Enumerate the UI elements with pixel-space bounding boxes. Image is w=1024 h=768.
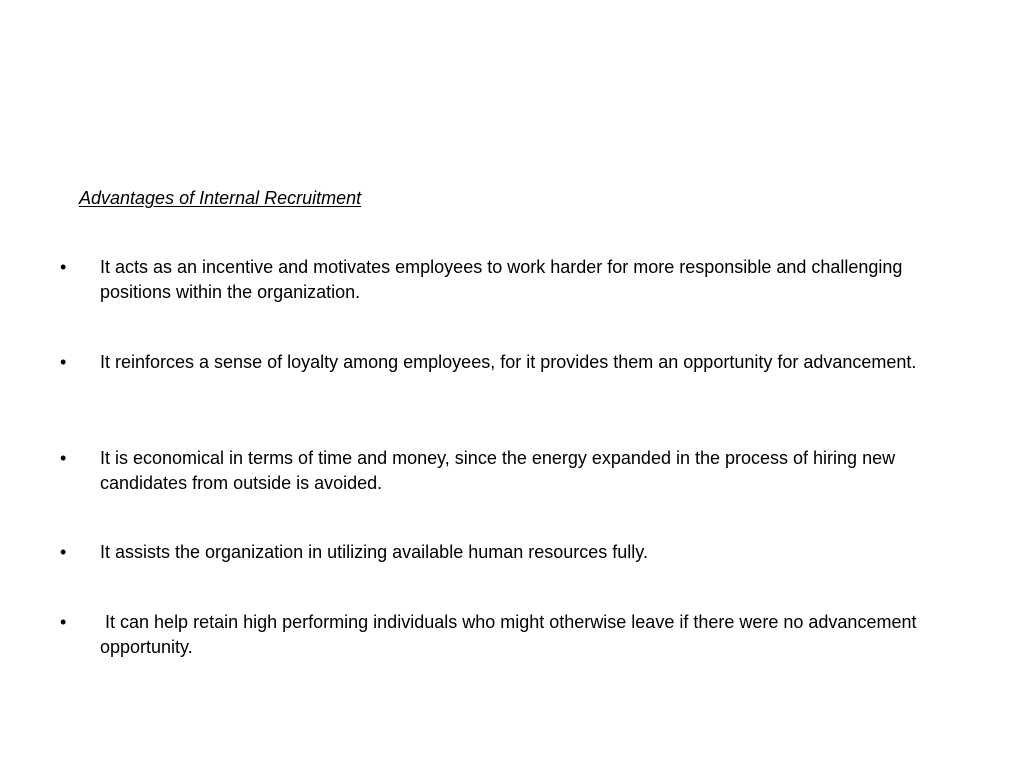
slide-heading: Advantages of Internal Recruitment [79,188,362,208]
bullet-text: It is economical in terms of time and money, since the energy expanded in the process of hiring new candidates from outside is avoided. [100,448,901,493]
bullet-text: It acts as an incentive and motivates employees to work harder for more responsible and challenging positions within the organization. [100,257,908,302]
bullet-symbol: • [60,612,67,632]
bullet-text: It reinforces a sense of loyalty among employees, for it provides them an opportunity for advancement. [100,352,917,372]
bullet-symbol: • [60,352,67,372]
bullet-text: It assists the organization in utilizing available human resources fully. [100,542,648,562]
bullet-symbol: • [60,257,67,277]
bullet-symbol: • [60,542,67,562]
bullet-text: It can help retain high performing individuals who might otherwise leave if there were no advancement opportunity. [100,612,922,657]
bullet-symbol: • [60,448,67,468]
